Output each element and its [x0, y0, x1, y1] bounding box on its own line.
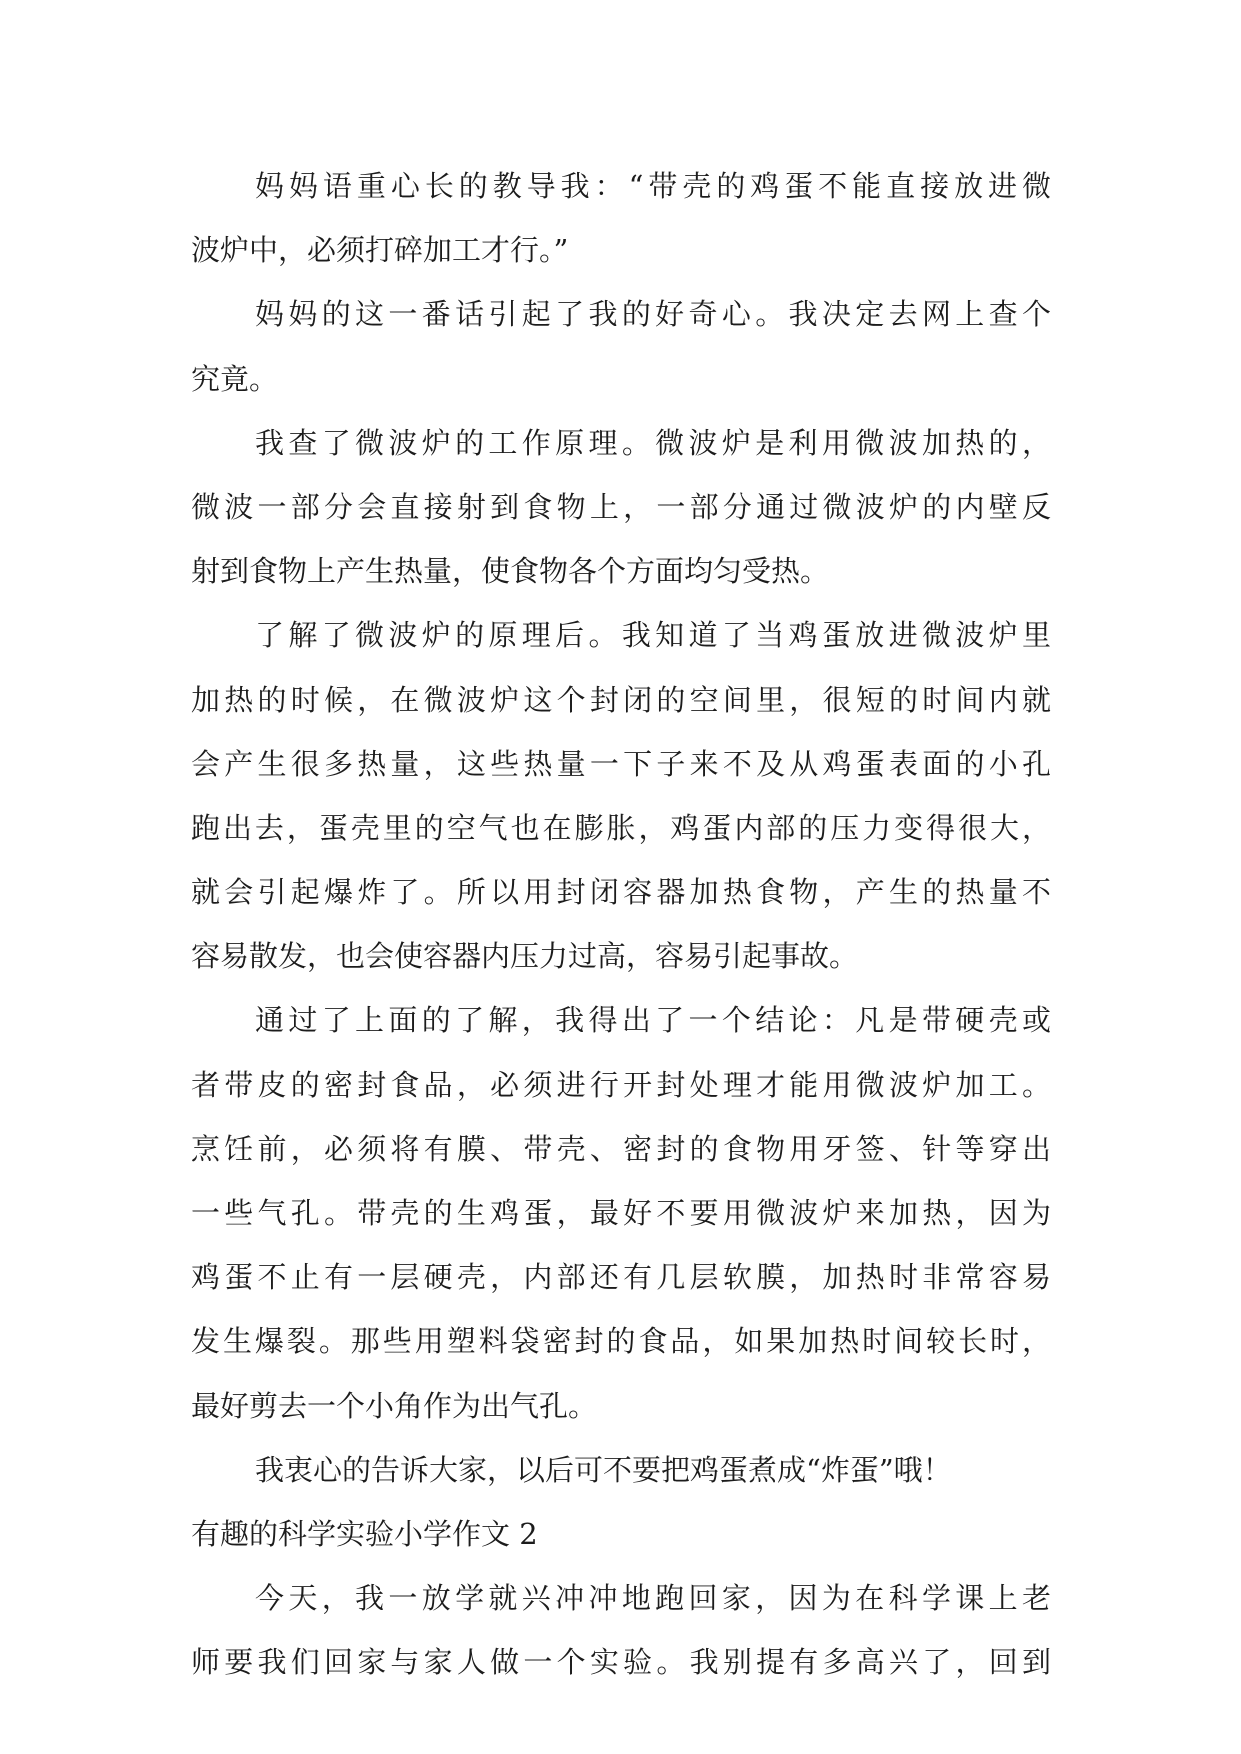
text-line: 烹饪前，必须将有膜、带壳、密封的食物用牙签、针等穿出	[191, 1131, 1051, 1166]
text-line: 者带皮的密封食品，必须进行开封处理才能用微波炉加工。	[191, 1067, 1051, 1102]
paragraph	[191, 282, 1051, 410]
text-line: 师要我们回家与家人做一个实验。我别提有多高兴了，回到	[191, 1645, 1051, 1680]
paragraph	[191, 603, 1051, 988]
text-line: 究竟。	[191, 361, 279, 396]
paragraph	[191, 1438, 1051, 1502]
paragraph	[191, 1566, 1051, 1694]
text-line: 就会引起爆炸了。所以用封闭容器加热食物，产生的热量不	[191, 875, 1051, 910]
text-line: 妈妈语重心长的教导我：“带壳的鸡蛋不能直接放进微	[255, 169, 1051, 203]
text-line: 一些气孔。带壳的生鸡蛋，最好不要用微波炉来加热，因为	[191, 1196, 1051, 1230]
document-body	[191, 154, 1051, 1695]
text-line: 容易散发，也会使容器内压力过高，容易引起事故。	[191, 939, 859, 974]
text-line: 我衷心的告诉大家，以后可不要把鸡蛋煮成“炸蛋”哦！	[255, 1452, 952, 1487]
text-line: 波炉中，必须打碎加工才行。”	[191, 233, 569, 268]
text-line: 今天，我一放学就兴冲冲地跑回家，因为在科学课上老	[255, 1581, 1051, 1616]
text-line: 会产生很多热量，这些热量一下子来不及从鸡蛋表面的小孔	[191, 746, 1051, 781]
text-line: 加热的时候，在微波炉这个封闭的空间里，很短的时间内就	[191, 682, 1051, 717]
paragraph	[191, 411, 1051, 604]
paragraph	[191, 154, 1051, 282]
text-line: 鸡蛋不止有一层硬壳，内部还有几层软膜，加热时非常容易	[191, 1260, 1051, 1295]
text-line: 射到食物上产生热量，使食物各个方面均匀受热。	[191, 554, 830, 589]
text-line: 通过了上面的了解，我得出了一个结论：凡是带硬壳或	[255, 1003, 1051, 1038]
text-line: 跑出去，蛋壳里的空气也在膨胀，鸡蛋内部的压力变得很大，	[191, 810, 1051, 845]
text-line: 微波一部分会直接射到食物上，一部分通过微波炉的内壁反	[191, 489, 1051, 524]
text-line: 妈妈的这一番话引起了我的好奇心。我决定去网上查个	[255, 297, 1051, 332]
text-line: 我查了微波炉的工作原理。微波炉是利用微波加热的，	[255, 425, 1051, 460]
text-line: 发生爆裂。那些用塑料袋密封的食品，如果加热时间较长时，	[191, 1324, 1051, 1359]
text-line: 了解了微波炉的原理后。我知道了当鸡蛋放进微波炉里	[255, 618, 1051, 653]
paragraph	[191, 988, 1051, 1437]
text-line: 最好剪去一个小角作为出气孔。	[191, 1388, 598, 1423]
section-title: 有趣的科学实验小学作文 2	[191, 1516, 538, 1551]
